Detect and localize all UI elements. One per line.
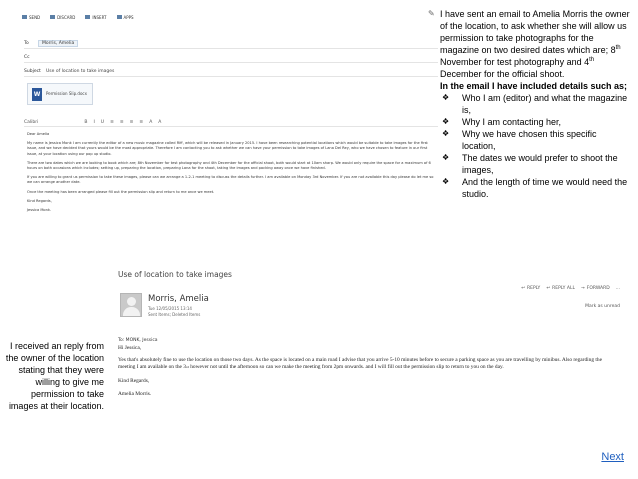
note-bullet: ❖ Why I am contacting her, bbox=[442, 117, 562, 127]
diamond-bullet-icon: ❖ bbox=[442, 93, 450, 102]
compose-toolbar bbox=[12, 10, 442, 24]
align-right-button[interactable]: ≡ bbox=[129, 119, 134, 125]
sent-date: Tue 12/05/2015 13:14 bbox=[148, 306, 192, 311]
note-bullet-list bbox=[440, 92, 632, 200]
compose-paragraph: There are two dates which we are looking to book which are; 8th November for test photography and 4th December for the official shoot, both would start at 10am sharp. We would only require the space for a maximum of 6 hours on both occasions which includes; setting up, preparing the location, preparing Lana for the shoot, taking the images and packing away once we have finished. bbox=[27, 160, 431, 171]
note-heading: In the email I have included details such as; bbox=[440, 81, 628, 91]
attachment[interactable] bbox=[27, 83, 93, 105]
forward-icon: → bbox=[580, 286, 585, 291]
forward-button[interactable]: → FORWARD bbox=[580, 286, 610, 291]
reply-all-button[interactable]: ↩ REPLY ALL bbox=[546, 286, 575, 291]
to-label: To bbox=[24, 40, 29, 46]
diamond-bullet-icon: ❖ bbox=[442, 129, 450, 138]
next-link[interactable]: Next bbox=[601, 451, 624, 463]
pencil-icon: ✎ bbox=[428, 9, 435, 18]
highlight-button[interactable]: A bbox=[158, 119, 162, 125]
reply-body bbox=[118, 345, 618, 403]
format-underline-button[interactable]: U bbox=[100, 119, 105, 125]
note-bullet: ❖ And the length of time we would need the studio. bbox=[442, 177, 628, 199]
reply-all-icon: ↩ bbox=[546, 286, 551, 291]
attachment-name: Permission Slip.docx bbox=[46, 91, 87, 96]
insert-button[interactable]: INSERT bbox=[85, 15, 106, 20]
apps-icon bbox=[117, 15, 122, 19]
reply-actions bbox=[521, 286, 620, 291]
compose-paragraph: If you are willing to grant us permission to take these images, please can we arrange a 1-2-1 meeting to discuss the details further. I am available on Monday 3rd November. If you are not available this day please do let me so we can arrange another date. bbox=[27, 175, 434, 185]
apps-button[interactable]: APPS bbox=[117, 15, 134, 20]
word-document-icon: W bbox=[32, 88, 42, 101]
discard-button[interactable]: DISCARD bbox=[50, 15, 75, 20]
reply-email-screenshot bbox=[108, 258, 626, 436]
compose-greeting: Dear Amelia bbox=[27, 132, 50, 136]
format-toolbar bbox=[24, 118, 438, 127]
note-text-2: November for test photography and 4 bbox=[440, 57, 590, 67]
font-select[interactable]: Calibri bbox=[24, 119, 39, 125]
send-button[interactable]: SEND bbox=[22, 15, 40, 20]
reply-icon: ↩ bbox=[521, 286, 525, 291]
folder-info: Sent Items; Deleted Items bbox=[148, 312, 201, 317]
send-icon bbox=[22, 15, 27, 19]
compose-signature: Jessica Monk. bbox=[27, 208, 52, 213]
compose-paragraph: My name is Jessica Monk I am currently the editor of a new music magazine called Riff, which will be released in January 2015. I have been researching potential locations which would be suitable to take images for the first issue, and we have decided that yours would be the most appropriate. Therefore I am contacting you to ask whether we can have your permission to take images of Lana Del Rey, who we have chosen to feature in our first issue, at your location using our pop up studio. bbox=[27, 141, 428, 156]
compose-paragraph: Once the meeting has been arranged please fill out the permission slip and return to me once we meet. bbox=[27, 189, 215, 194]
insert-icon bbox=[85, 15, 90, 19]
diamond-bullet-icon: ❖ bbox=[442, 177, 450, 186]
reply-button[interactable]: ↩ REPLY bbox=[521, 286, 541, 291]
subject-row[interactable] bbox=[24, 66, 438, 77]
recipient-line: To: MONK, Jessica bbox=[118, 338, 158, 343]
note-text-1: I have sent an email to Amelia Morris the owner of the location, to ask whether she will allow us permission to take photographs for the magazine on two desired dates which are; 8 bbox=[440, 9, 630, 55]
align-center-button[interactable]: ≡ bbox=[119, 119, 124, 125]
discard-icon bbox=[50, 15, 55, 19]
subject-field[interactable]: Use of location to take images bbox=[46, 68, 115, 74]
reply-annotation: I received an reply from the owner of the location stating that they were willing to give me permission to take images at their location. bbox=[5, 341, 104, 411]
reply-subject: Use of location to take images bbox=[118, 270, 232, 279]
compose-regards: Kind Regards, bbox=[27, 198, 52, 203]
note-text-3: December for the official shoot. bbox=[440, 69, 565, 79]
font-color-button[interactable]: A bbox=[149, 119, 153, 125]
to-row bbox=[24, 38, 438, 49]
format-bold-button[interactable]: B bbox=[84, 119, 88, 125]
align-left-button[interactable]: ≡ bbox=[110, 119, 114, 125]
note-bullet: ❖ Why we have chosen this specific location, bbox=[442, 129, 597, 151]
reply-signature: Amelia Morris. bbox=[118, 390, 152, 397]
reply-paragraph: Yes that's absolutely fine to use the location on those two days. As the space is located on a main road I advise that you arrive 5-10 minutes before to secure a parking space as you are travelling by minibus. Also regarding the meeting I am available on the 3rd however not until the afternoon so can we make the meeting from 2pm onwards. and I will fill out the permission slip to return to you on the day. bbox=[118, 357, 602, 371]
subject-label: Subject bbox=[24, 68, 41, 74]
reply-greeting: Hi Jessica, bbox=[118, 345, 142, 351]
note-sup-1: th bbox=[615, 45, 621, 51]
list-button[interactable]: ≡ bbox=[139, 119, 144, 125]
note-bullet: ❖ The dates we would prefer to shoot the images, bbox=[442, 153, 618, 175]
compose-email-screenshot bbox=[12, 10, 442, 272]
diamond-bullet-icon: ❖ bbox=[442, 117, 450, 126]
sender-name: Morris, Amelia bbox=[148, 294, 209, 304]
cc-row[interactable] bbox=[24, 52, 438, 63]
diamond-bullet-icon: ❖ bbox=[442, 153, 450, 162]
reply-regards: Kind Regards, bbox=[118, 377, 150, 384]
mark-unread-link[interactable]: Mark as unread bbox=[585, 304, 620, 309]
avatar bbox=[120, 293, 142, 317]
to-recipient-chip[interactable]: Morris, Amelia bbox=[38, 40, 78, 47]
note-bullet: ❖ Who I am (editor) and what the magazine is, bbox=[442, 93, 628, 115]
sent-email-annotation bbox=[428, 8, 632, 200]
note-sup-2: th bbox=[589, 57, 595, 63]
compose-body[interactable] bbox=[27, 132, 434, 217]
format-italic-button[interactable]: I bbox=[93, 119, 95, 125]
cc-label: Cc bbox=[24, 54, 30, 60]
more-button[interactable]: ... bbox=[615, 286, 620, 291]
